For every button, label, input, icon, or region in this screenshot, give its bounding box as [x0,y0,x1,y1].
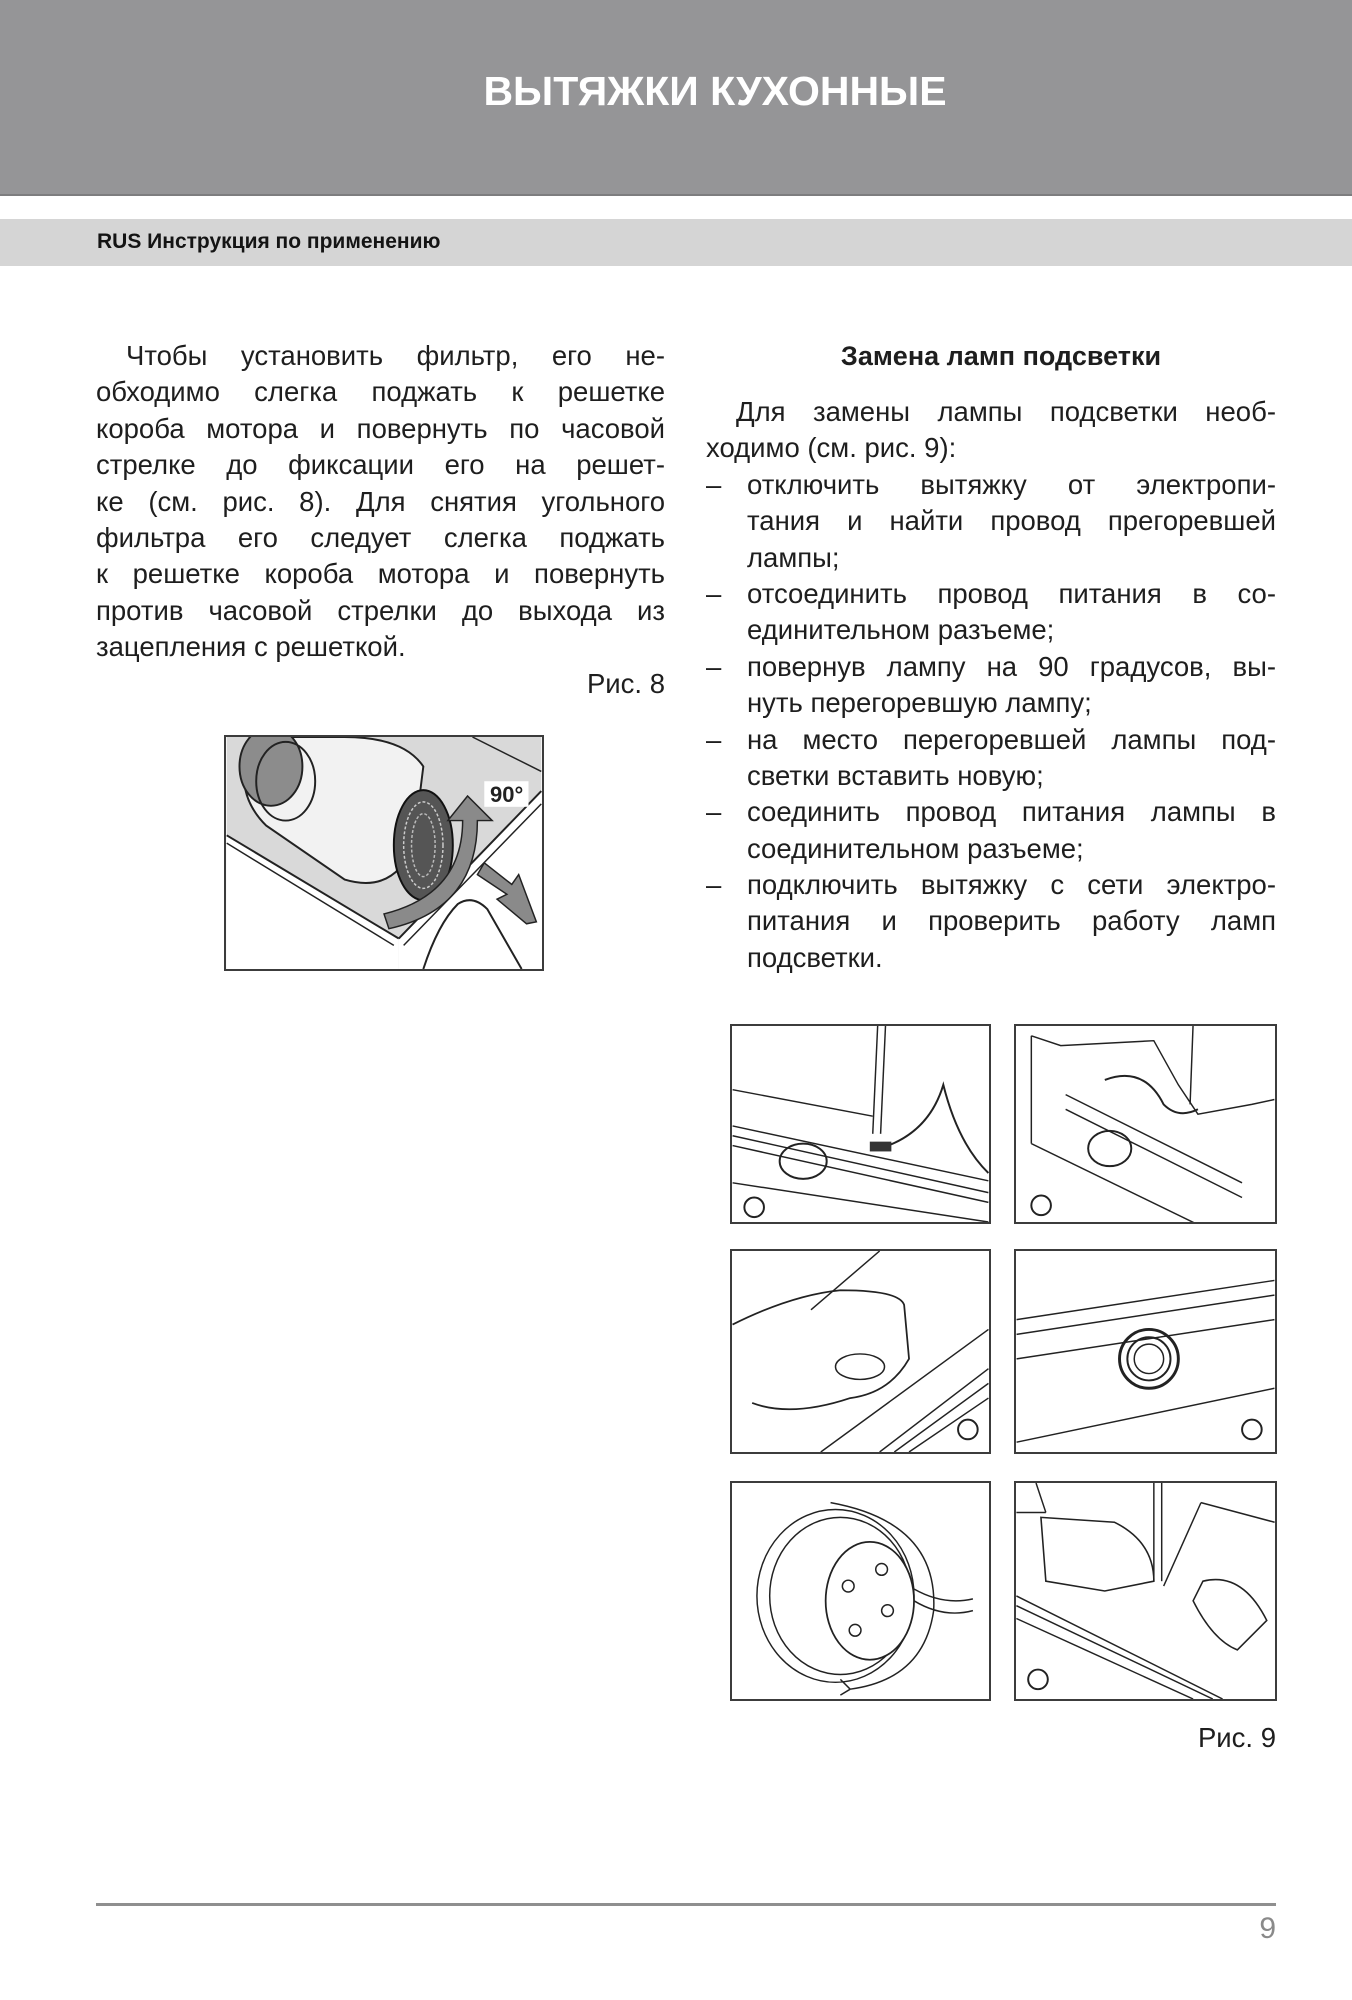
left-column [96,338,665,702]
step-line: лампы; [747,541,840,573]
footer-divider [96,1903,1276,1906]
page-number: 9 [1259,1912,1276,1945]
rotate-lamp-illustration [732,1251,989,1452]
figure-9-caption: Рис. 9 [1197,1722,1276,1753]
figure-9-panel-2 [1014,1024,1277,1224]
dash-bullet: – [706,577,722,609]
paragraph-line: короба мотора и повернуть по часовой [96,412,665,444]
paragraph-line: к решетке короба мотора и повернуть [96,558,665,590]
unplug-connector-illustration [1016,1026,1275,1222]
step-item [706,794,1276,867]
step-item [706,576,1276,649]
lamp-removed-illustration [1016,1251,1275,1452]
dash-bullet: – [706,723,722,755]
reconnect-wire-illustration [1016,1483,1275,1699]
step-list [706,467,1276,976]
step-line: подключить вытяжку с сети электро- [747,869,1276,901]
page-title: ВЫТЯЖКИ КУХОННЫЕ [483,68,947,114]
disconnect-wire-illustration [732,1026,989,1222]
step-line: нуть перегоревшую лампу; [747,687,1092,719]
header-band [0,0,1352,196]
right-column [706,338,1276,976]
paragraph-line: обходимо слегка поджать к решетке [96,376,665,408]
step-line: светки вставить новую; [747,759,1044,791]
dash-bullet: – [706,869,722,901]
paragraph-line: фильтра его следует слегка поджать [96,521,665,553]
intro-line: Для замены лампы подсветки необ- [736,396,1276,427]
paragraph-line: зацепления с решеткой. [96,631,406,663]
step-item [706,649,1276,722]
figure-9-panel-3 [730,1249,991,1454]
step-item [706,867,1276,976]
paragraph-line: против часовой стрелки до выхода из [96,594,665,626]
filter-rotation-illustration [226,737,542,969]
step-line: питания и проверить работу ламп [747,905,1276,937]
step-line: соединить провод питания лампы в [747,796,1276,828]
dash-bullet: – [706,650,722,682]
step-line: тания и найти провод прегоревшей [747,505,1276,537]
rotation-angle-label: 90° [490,782,524,807]
dash-bullet: – [706,796,722,828]
step-item [706,722,1276,795]
figure-9-panel-5 [730,1481,991,1701]
figure-8-caption: Рис. 8 [586,667,665,699]
section-label: RUS Инструкция по применению [97,230,441,253]
step-line: отсоединить провод питания в со- [747,577,1276,609]
figure-8-filter-install [224,735,544,971]
step-line: повернув лампу на 90 градусов, вы- [747,650,1276,682]
step-line: отключить вытяжку от электропи- [747,468,1276,500]
paragraph-line: ке (см. рис. 8). Для снятия угольного [96,485,665,517]
step-line: соединительном разъеме; [747,832,1084,864]
paragraph-line: стрелке до фиксации его на решет- [96,449,665,481]
paragraph-line: Чтобы установить фильтр, его не- [126,340,665,371]
figure-9-panel-6 [1014,1481,1277,1701]
figure-9-panel-4 [1014,1249,1277,1454]
step-line: единительном разъеме; [747,614,1055,646]
step-item [706,467,1276,576]
dash-bullet: – [706,468,722,500]
step-line: подсветки. [747,941,883,973]
section-bar [0,219,1352,266]
section-heading: Замена ламп подсветки [840,341,1162,371]
lamp-socket-illustration [732,1483,989,1699]
intro-line: ходимо (см. рис. 9): [706,432,957,464]
figure-9-panel-1 [730,1024,991,1224]
step-line: на место перегоревшей лампы под- [747,723,1276,755]
